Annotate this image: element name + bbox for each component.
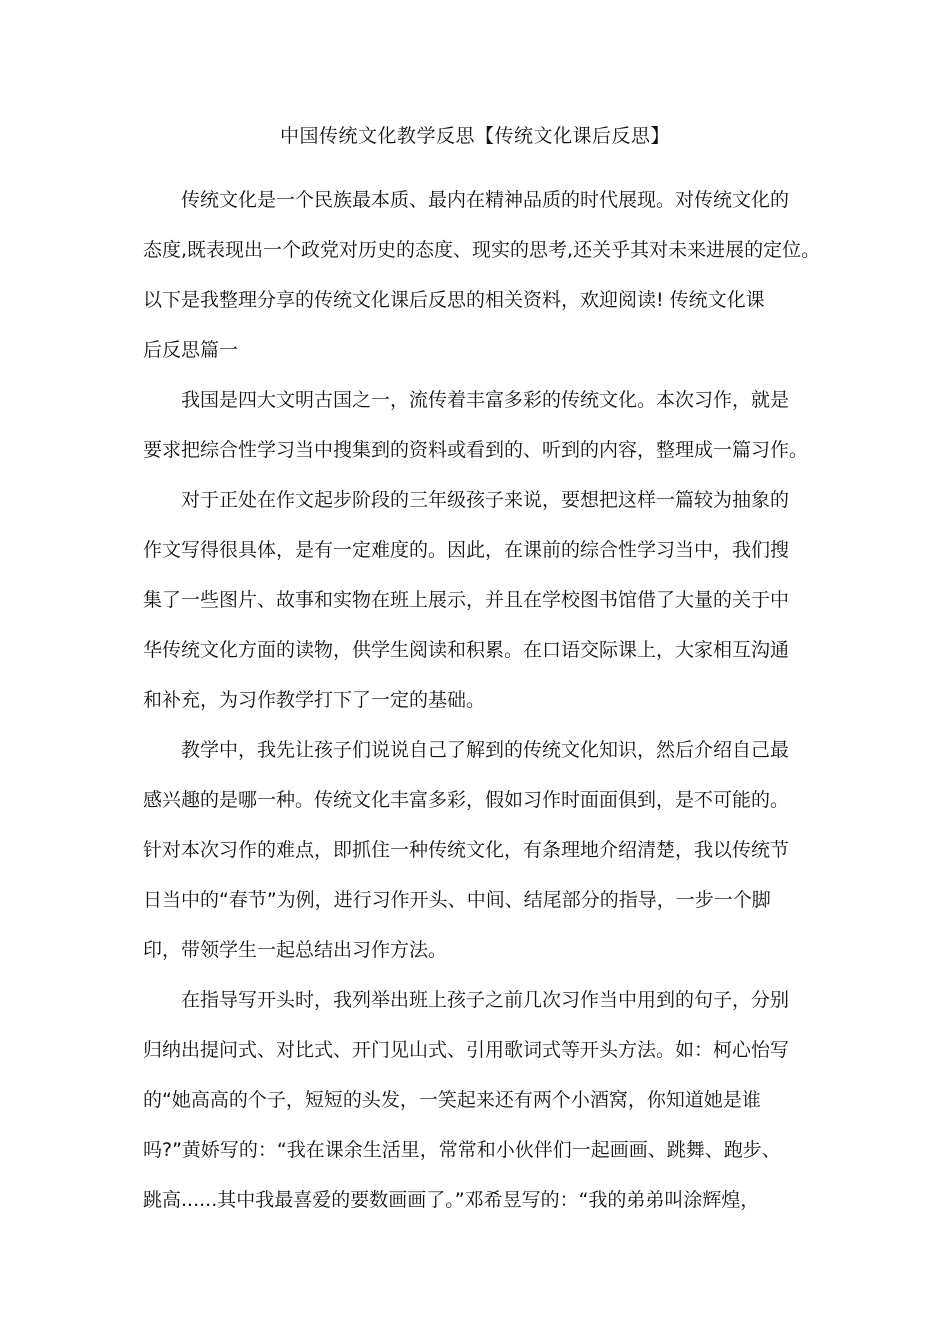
document-title: 中国传统文化教学反思【传统文化课后反思】 [279,125,670,147]
text-line: 和补充，为习作教学打下了一定的基础。 [143,689,486,711]
text-line: 要求把综合性学习当中搜集到的资料或看到的、听到的内容，整理成一篇习作。 [143,439,809,461]
text-line: 日当中的“春节”为例，进行习作开头、中间、结尾部分的指导，一步一个脚 [143,889,771,911]
text-line: 对于正处在作文起步阶段的三年级孩子来说，要想把这样一篇较为抽象的 [181,489,790,511]
text-line: 态度,既表现出一个政党对历史的态度、现实的思考,还关乎其对未来进展的定位。 [143,239,821,261]
text-line: 印，带领学生一起总结出习作方法。 [143,939,448,961]
document-body [143,185,833,1235]
text-line: 针对本次习作的难点，即抓住一种传统文化，有条理地介绍清楚，我以传统节 [143,839,790,861]
text-line: 吗?”黄娇写的：“我在课余生活里，常常和小伙伴们一起画画、跳舞、跑步、 [143,1139,781,1161]
text-line: 感兴趣的是哪一种。传统文化丰富多彩，假如习作时面面俱到，是不可能的。 [143,789,790,811]
text-line: 华传统文化方面的读物，供学生阅读和积累。在口语交际课上，大家相互沟通 [143,639,790,661]
text-line: 的“她高高的个子，短短的头发，一笑起来还有两个小酒窝，你知道她是谁 [143,1089,761,1111]
text-line: 我国是四大文明古国之一，流传着丰富多彩的传统文化。本次习作，就是 [181,389,790,411]
text-line: 传统文化是一个民族最本质、最内在精神品质的时代展现。对传统文化的 [181,189,790,211]
text-line: 后反思篇一 [143,339,239,361]
text-line: 在指导写开头时，我列举出班上孩子之前几次习作当中用到的句子，分别 [181,989,790,1011]
text-line: 作文写得很具体，是有一定难度的。因此，在课前的综合性学习当中，我们搜 [143,539,790,561]
text-line: 教学中，我先让孩子们说说自己了解到的传统文化知识，然后介绍自己最 [181,739,790,761]
text-line: 集了一些图片、故事和实物在班上展示，并且在学校图书馆借了大量的关于中 [143,589,790,611]
text-line: 归纳出提问式、对比式、开门见山式、引用歌词式等开头方法。如：柯心怡写 [143,1039,790,1061]
text-line: 跳高......其中我最喜爱的要数画画了。”邓希昱写的：“我的弟弟叫涂辉煌， [143,1189,760,1211]
text-line: 以下是我整理分享的传统文化课后反思的相关资料，欢迎阅读! 传统文化课 [143,289,765,311]
